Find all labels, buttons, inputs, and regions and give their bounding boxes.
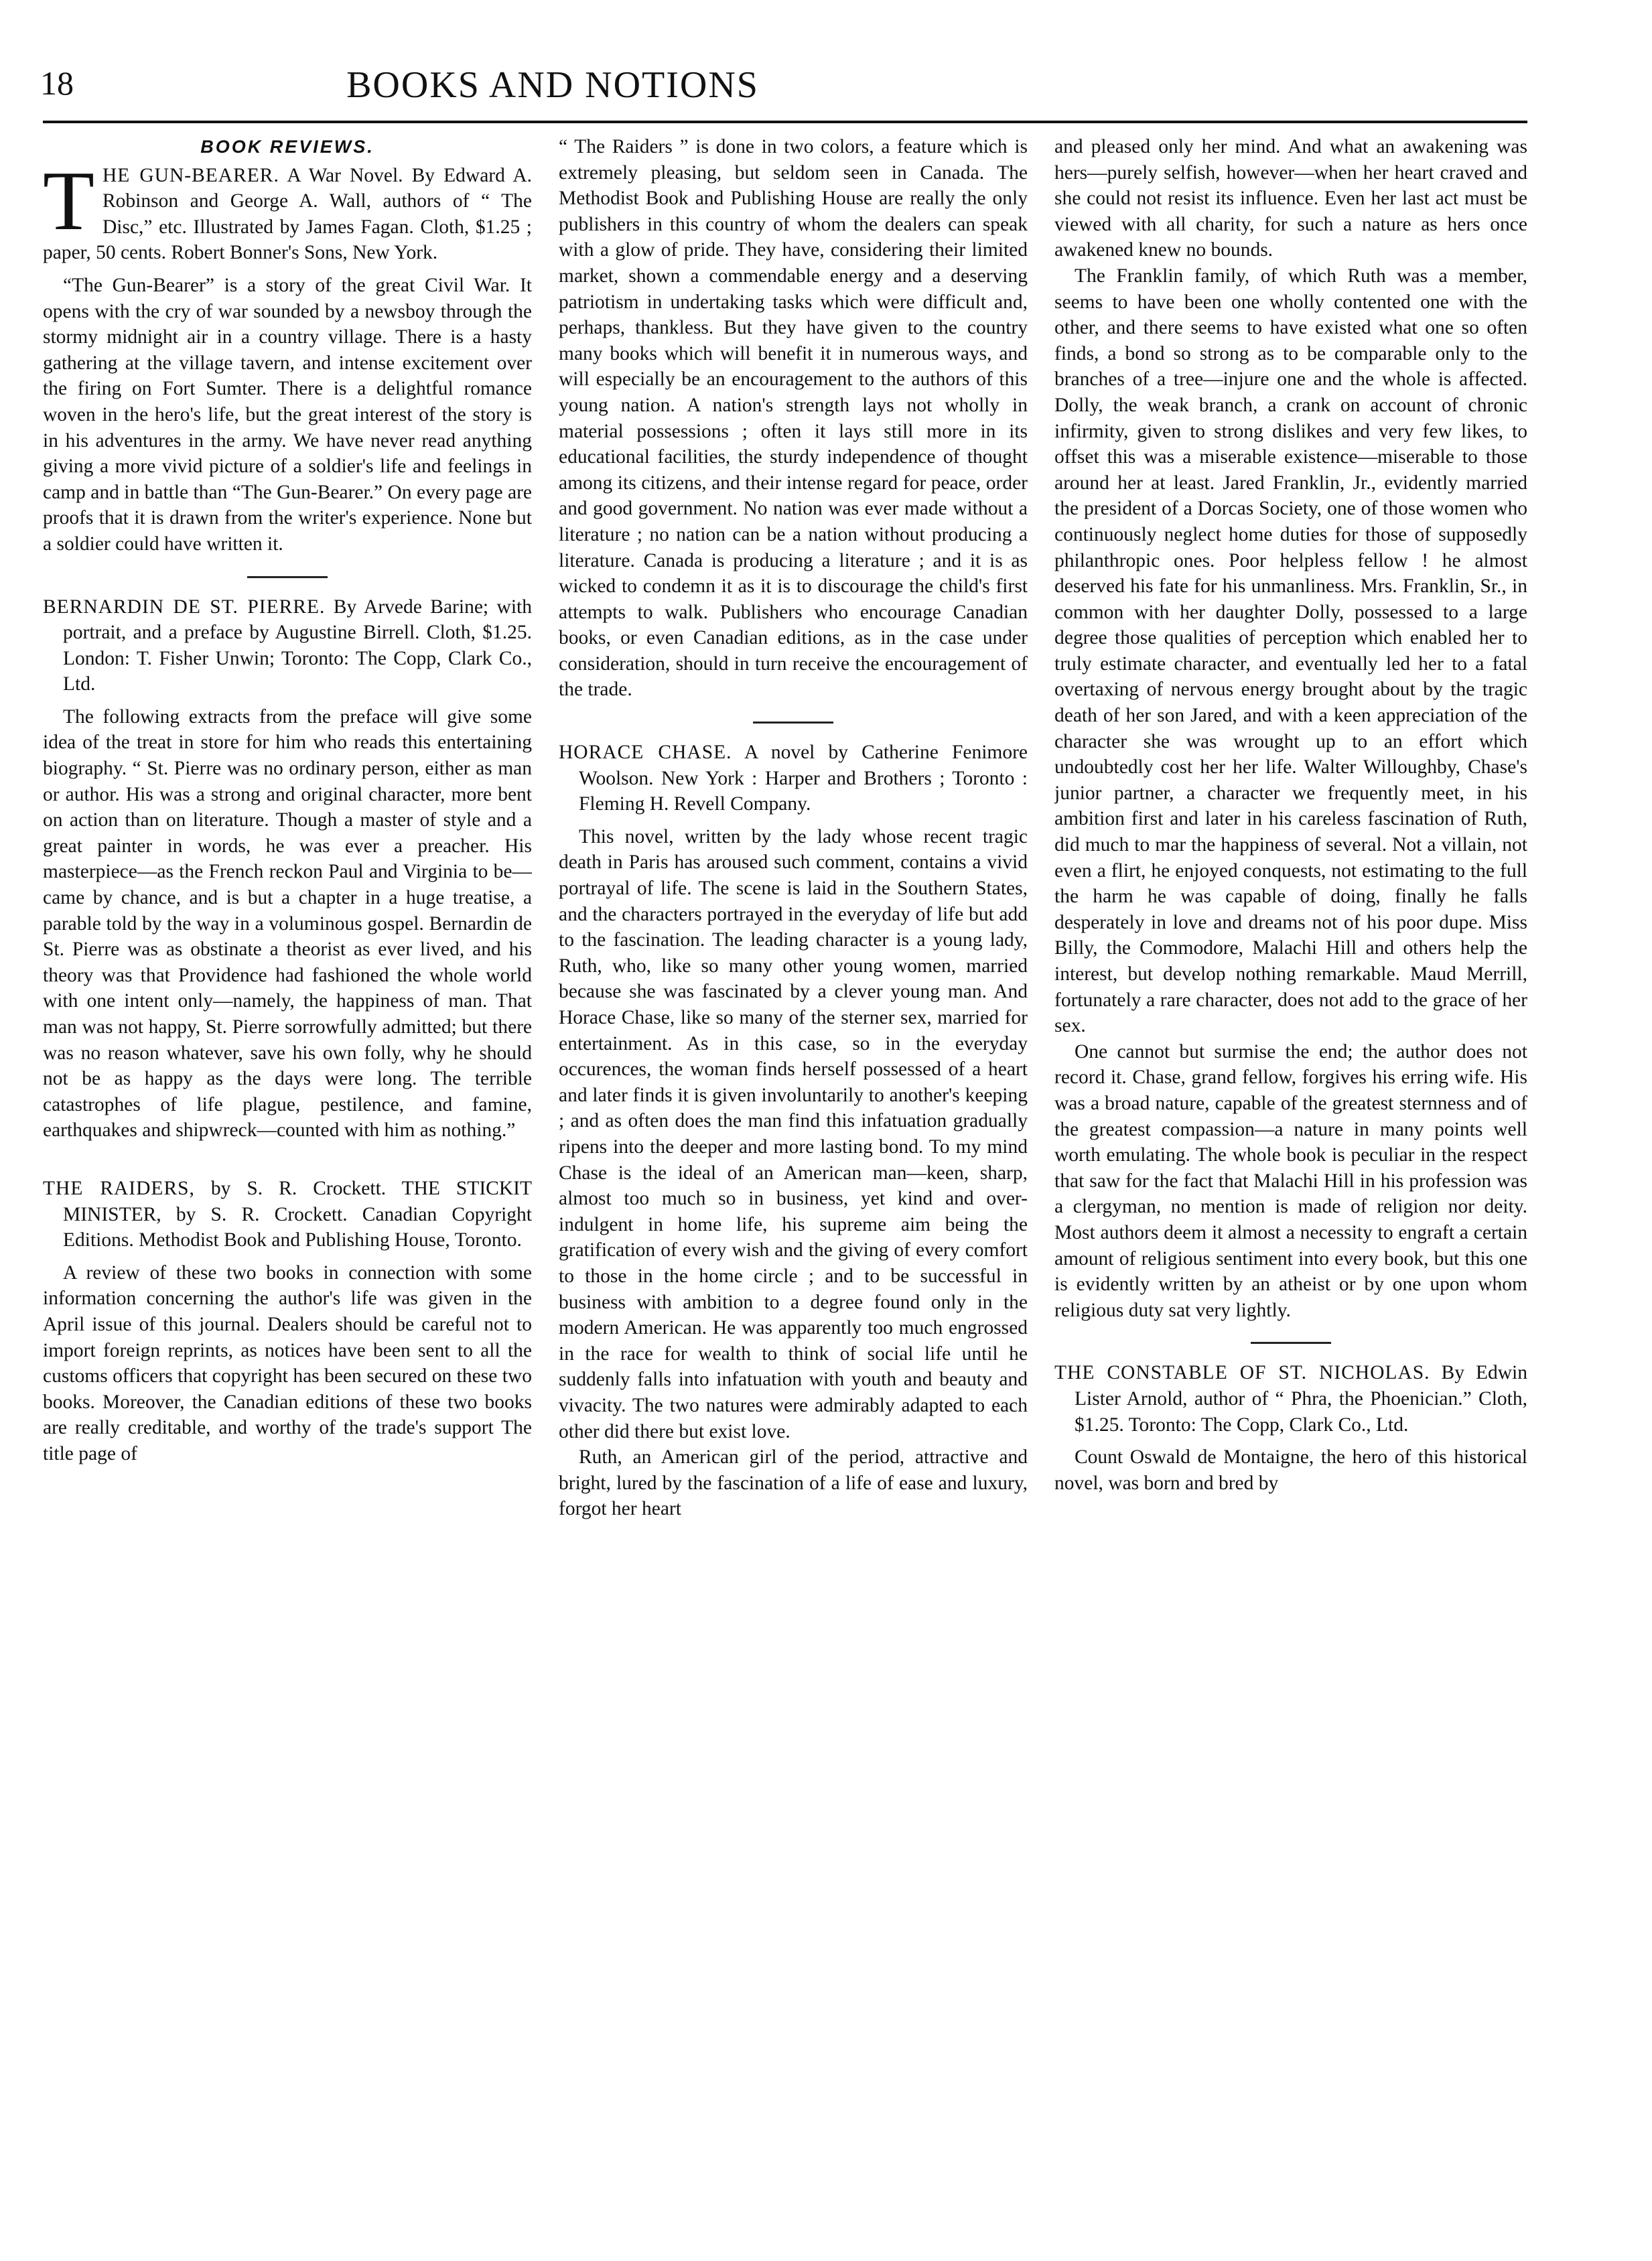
review-details: By Arvede Barine; with portrait, and a preface by Augustine Birrell. Cloth, $1.25. London: T. Fisher Unwin; Toronto: The Copp, Clark Co., Ltd. — [63, 596, 532, 695]
review-paragraph: A review of these two books in connection with some information concerning the author's life was given in the April issue of this journal. Dealers should be careful not to import foreign reprints, as notices have been sent to all the customs officers that copyright has been secured on these two books. Moreover, the Canadian editions of these two books are really creditable, and worthy of the trade's support The title page of — [43, 1261, 532, 1464]
review-title: HORACE CHASE. — [559, 742, 732, 764]
review-paragraph: The following extracts from the preface will give some idea of the treat in store for him who reads this entertaining biography. “ St. Pierre was no ordinary person, either as man or author. His was a strong and original character, more bent on action than on literature. Though a master of style and a great painter in words, he was ever a preacher. His masterpiece—as the French reckon Paul and Virginia to be—came by chance, and is but a chapter in a huge treatise, a parable told by the way in a voluminous gospel. Bernardin de St. Pierre was as obstinate a theorist as ever lived, and his theory was that Providence had fashioned the whole world with one intent only—namely, the happiness of man. That man was not happy, St. Pierre sorrowfully admitted; but there was no reason whatever, save his own folly, why he should not be as happy as the days were long. The terrible catastrophes of life plague, pestilence, and famine, earthquakes and shipwreck—counted with him as nothing.” — [43, 705, 532, 1142]
page-number: 18 — [40, 64, 74, 102]
review-title: THE RAIDERS, — [43, 1177, 195, 1199]
review-entry-gun-bearer — [43, 154, 532, 266]
column-2 — [559, 134, 1028, 2211]
review-details: by S. R. Crockett. THE STICKIT MINISTER, by S. R. Crockett. Canadian Copyright Editions. Methodist Book and Publishing House, Toronto. — [63, 1177, 532, 1251]
review-entry-constable — [1054, 1360, 1527, 1438]
review-paragraph: Count Oswald de Montaigne, the hero of this historical novel, was born and bred by — [1054, 1446, 1527, 1494]
review-entry-bernardin — [43, 594, 532, 697]
review-details: A War Novel. By Edward A. Robinson and George A. Wall, authors of “ The Disc,” etc. Illustrated by James Fagan. Cloth, $1.25 ; paper, 50 cents. Robert Bonner's Sons, New York. — [43, 164, 532, 264]
review-separator — [1251, 1342, 1331, 1344]
review-paragraph: Ruth, an American girl of the period, attractive and bright, lured by the fascination of a life of ease and luxury, forgot her heart — [559, 1446, 1028, 1520]
review-title: BERNARDIN DE ST. PIERRE. — [43, 596, 326, 618]
review-separator — [247, 576, 328, 578]
review-entry-horace-chase — [559, 740, 1028, 817]
review-title: THE CONSTABLE OF ST. NICHOLAS. — [1054, 1362, 1430, 1384]
column-3 — [1054, 134, 1527, 2211]
review-paragraph: This novel, written by the lady whose recent tragic death in Paris has aroused such comment, contains a vivid portrayal of life. The scene is laid in the Southern States, and the characters portrayed in the everyday of life but add to the fascination. The leading character is a young lady, Ruth, who, like so many other young women, married because she was fascinated by a clever young man. And Horace Chase, like so many of the sterner sex, married for entertainment. As in this case, so in the everyday occurences, the woman finds herself possessed of a heart and later finds it is given involuntarily to another's keeping ; and as often does the man find this infatuation gradually ripens into the deeper and more lasting bond. To my mind Chase is the ideal of an American man—keen, sharp, almost too much so in business, yet kind and over-indulgent in home life, his supreme aim being the gratification of every wish and the giving of every comfort to those in the home circle ; and to be successful in business with ambition to a degree found only in the modern American. He was apparently too much engrossed in the race for wealth to think of social life until he suddenly falls into infatuation with youth and beauty and vivacity. The two natures were admirably adapted to each other did there but exist love. — [559, 825, 1028, 1442]
review-paragraph: “The Gun-Bearer” is a story of the great Civil War. It opens with the cry of war sounded by a newsboy through the stormy midnight air in a country village. There is a hasty gathering at the village tavern, and intense excitement over the firing on Fort Sumter. There is a delightful romance woven in the hero's life, but the great interest of the story is in his adventures in the army. We have never read anything giving a more vivid picture of a soldier's life and feelings in camp and in battle than “The Gun-Bearer.” On every page are proofs that it is drawn from the writer's experience. None but a soldier could have written it. — [43, 274, 532, 555]
section-heading: BOOK REVIEWS. — [200, 137, 374, 157]
article-columns — [43, 134, 1527, 2217]
running-title: BOOKS AND NOTIONS — [346, 64, 759, 106]
header-rule — [43, 121, 1527, 123]
review-entry-raiders — [43, 1176, 532, 1253]
review-separator — [753, 722, 833, 724]
running-head — [40, 64, 1554, 117]
drop-cap: T — [43, 154, 94, 248]
review-paragraph: One cannot but surmise the end; the author does not record it. Chase, grand fellow, forgives his erring wife. His was a broad nature, capable of the greatest sternness and of the greatest compassion—a nature in many points well worth emulating. The whole book is peculiar in the respect that saw for the fact that Malachi Hill in his profession was a clergyman, no mention is made of religion nor deity. Most authors deem it almost a necessity to engraft a certain amount of religious sentiment into every book, but this one is evidently written by an atheist or by one upon whom religious duty sat very lightly. — [1054, 1040, 1527, 1321]
review-details: A novel by Catherine Fenimore Woolson. New York : Harper and Brothers ; Toronto : Fleming H. Revell Company. — [579, 742, 1028, 815]
review-paragraph-continued: and pleased only her mind. And what an awakening was hers—purely selfish, however—when her heart craved and she could not resist its influence. Even her last act must be viewed with all charity, for such a nature as hers once awakened knew no bounds. — [1054, 136, 1527, 261]
column-1 — [43, 134, 532, 2211]
review-paragraph: The Franklin family, of which Ruth was a member, seems to have been one wholly contented one with the other, and there seems to have existed what one so often finds, a bond so strong as to be comparable only to the branches of a tree—injure one and the whole is affected. Dolly, the weak branch, a crank on account of chronic infirmity, given to strong dislikes and very few likes, to offset this was a miserable existence—miserable to those around her at least. Jared Franklin, Jr., evidently married the president of a Dorcas Society, one of those women who continuously neglect home duties for those of supposedly philanthropic ones. Poor helpless fellow ! he almost deserved his fate for his unmanliness. Mrs. Franklin, Sr., in common with her daughter Dolly, possessed to a large degree those qualities of perception which enabled her to truly estimate character, and eventually led her to a fatal overtaxing of nervous energy brought about by the tragic death of her son Jared, and with a keen appreciation of the character she was wrought up to an effort which undoubtedly cost her her life. Walter Willoughby, Chase's junior partner, a character we frequently meet, in his ambition first and later in his careless fascination of Ruth, did much to mar the happiness of several. Not a villain, not even a flirt, he enjoyed conquests, not estimating to the full the harm he was capable of doing, finally he falls desperately in love and dreams not of his poor dupe. Miss Billy, the Commodore, Malachi Hill and others help the interest, but develop nothing remarkable. Maud Merrill, fortunately a rare character, does not add to the grace of her sex. — [1054, 265, 1527, 1037]
review-title: HE GUN-BEARER. — [102, 164, 279, 186]
review-paragraph-continued: “ The Raiders ” is done in two colors, a feature which is extremely pleasing, but seldom seen in Canada. The Methodist Book and Publishing House are really the only publishers in this country of whom the dealers can speak with a glow of pride. They have, considering their limited market, shown a commendable energy and a deserving patriotism in undertaking tasks which were difficult and, perhaps, thankless. But they have given to the country many books which will benefit it in numerous ways, and will especially be an encouragement to the authors of this young nation. A nation's strength lays not wholly in material possessions ; often it lays still more in its educational facilities, the sturdy independence of thought among its citizens, and their intense regard for peace, order and good government. No nation was ever made without a literature ; no nation can be a nation without producing a literature. Canada is producing a literature ; and it is as wicked to condemn it as it is to discourage the child's first attempts to walk. Publishers who encourage Canadian books, or even Canadian editions, as in the case under consideration, should in turn receive the encouragement of the trade. — [559, 136, 1028, 701]
review-details: By Edwin Lister Arnold, author of “ Phra, the Phoenician.” Cloth, $1.25. Toronto: The Copp, Clark Co., Ltd. — [1075, 1362, 1527, 1436]
